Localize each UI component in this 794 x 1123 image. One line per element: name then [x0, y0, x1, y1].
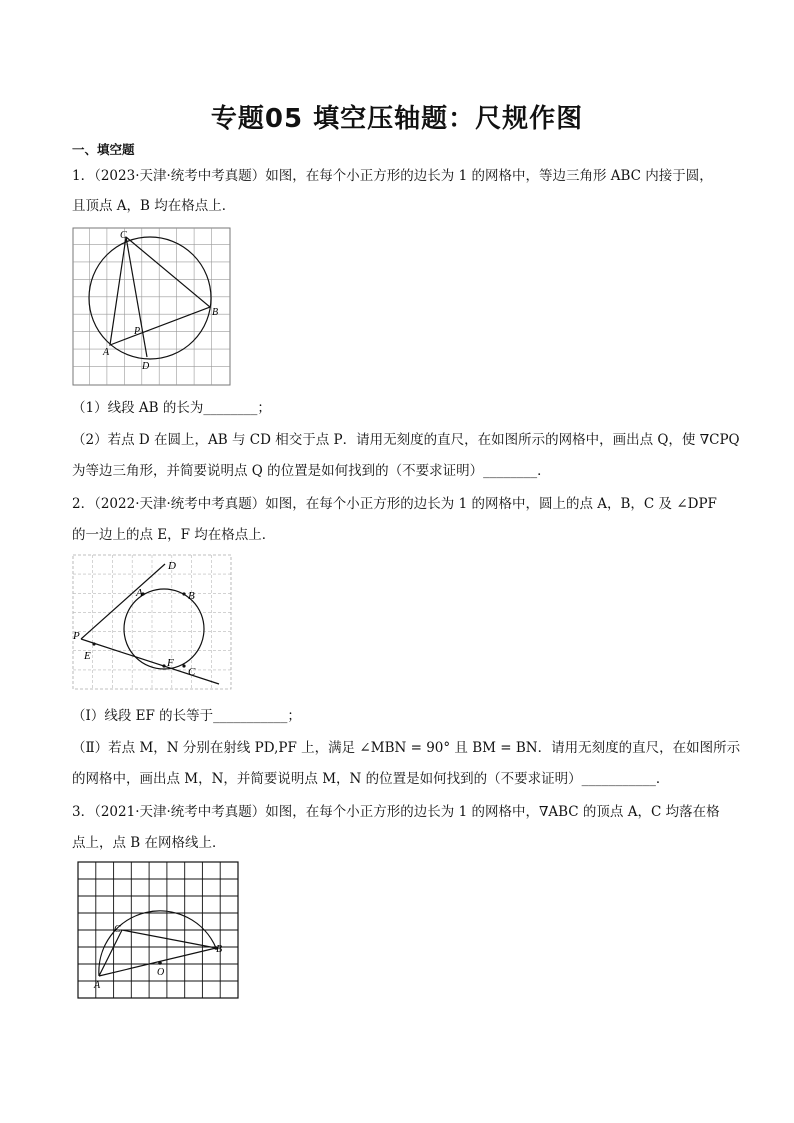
q2-stem-line2: 的一边上的点 E，F 均在格点上． — [72, 527, 276, 543]
q2-label-d: D — [168, 560, 176, 572]
q2-label-a: A — [136, 587, 143, 599]
q1-label-d: D — [142, 361, 150, 372]
q1-label-a: A — [103, 347, 110, 358]
q2-sub2-line2: 的网格中，画出点 M，N，并简要说明点 M，N 的位置是如何找到的（不要求证明）___________． — [72, 771, 670, 787]
q3-label-c: C — [114, 924, 121, 935]
q2-label-b: B — [188, 590, 195, 602]
q3-figure — [76, 860, 242, 1002]
page-title: 专题05 填空压轴题：尺规作图 — [210, 104, 584, 134]
q1-label-p: P — [134, 326, 141, 337]
q2-sub1: （Ⅰ）线段 EF 的长等于___________； — [72, 708, 301, 724]
q2-label-f: F — [167, 657, 174, 669]
q1-sub1: （1）线段 AB 的长为________； — [72, 400, 271, 416]
q2-stem-line1: 2．（2022·天津·统考中考真题）如图，在每个小正方形的边长为 1 的网格中，圆上的点 A，B，C 及 ∠DPF — [72, 496, 717, 512]
q2-label-p: P — [73, 630, 80, 642]
q1-label-c: C — [120, 230, 127, 241]
q3-stem-line1: 3．（2021·天津·统考中考真题）如图，在每个小正方形的边长为 1 的网格中，∇ABC 的顶点 A，C 均落在格 — [72, 804, 720, 820]
q1-label-b: B — [212, 307, 219, 318]
q3-label-a: A — [94, 980, 101, 991]
q2-label-c: C — [188, 666, 196, 678]
q3-label-b: B — [216, 944, 223, 955]
section-heading: 一、填空题 — [72, 142, 135, 157]
q1-sub2-line1: （2）若点 D 在圆上，AB 与 CD 相交于点 P．请用无刻度的直尺，在如图所示的网格中，画出点 Q，使 ∇CPQ — [72, 432, 740, 448]
q1-sub2-line2: 为等边三角形，并简要说明点 Q 的位置是如何找到的（不要求证明）________． — [72, 463, 551, 479]
q1-figure — [72, 227, 232, 387]
q1-stem-line1: 1．（2023·天津·统考中考真题）如图，在每个小正方形的边长为 1 的网格中，等边三角形 ABC 内接于圆， — [72, 168, 713, 184]
q3-label-o: O — [157, 967, 165, 978]
q2-figure — [72, 554, 234, 692]
q1-stem-line2: 且顶点 A，B 均在格点上． — [72, 198, 236, 214]
q3-stem-line2: 点上，点 B 在网格线上． — [72, 835, 226, 851]
q2-label-e: E — [84, 650, 91, 662]
q2-sub2-line1: （Ⅱ）若点 M，N 分别在射线 PD,PF 上，满足 ∠MBN = 90° 且 BM = BN．请用无刻度的直尺，在如图所示 — [72, 740, 741, 756]
